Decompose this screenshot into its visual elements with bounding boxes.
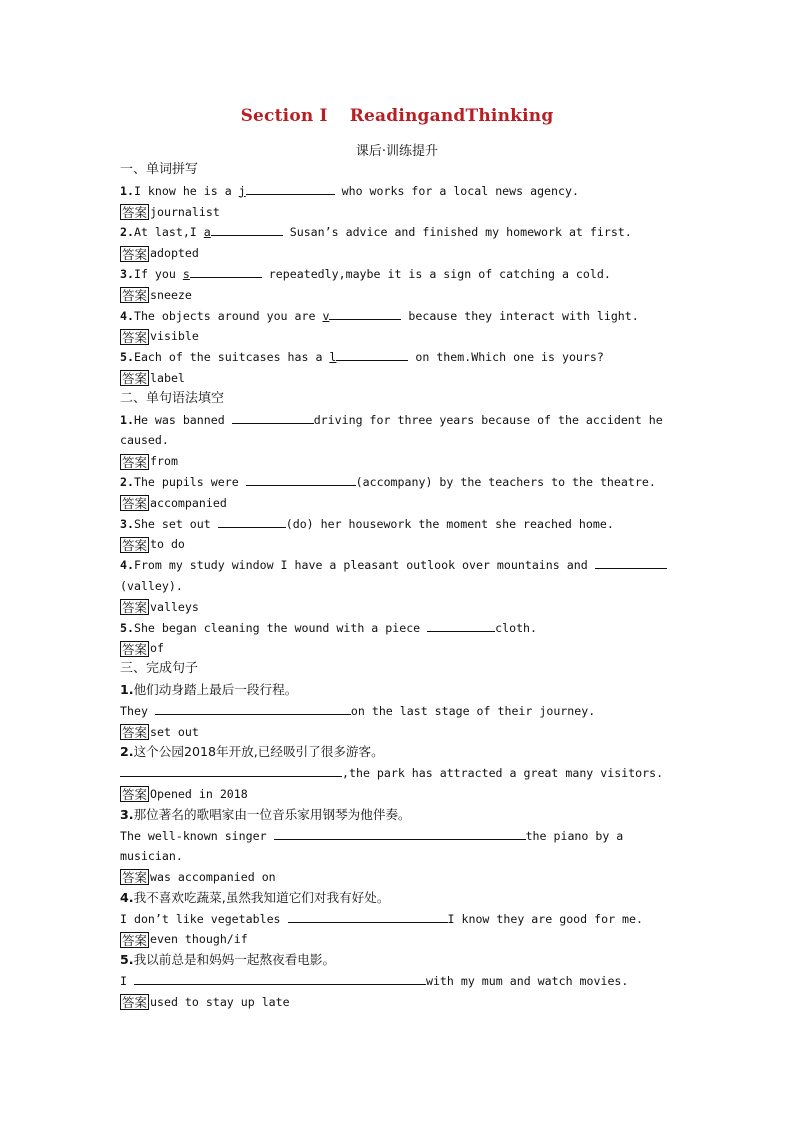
initial-letter: v xyxy=(322,308,330,323)
answer-text: accompanied xyxy=(150,495,227,510)
answer-blank xyxy=(427,619,495,632)
initial-letter: j xyxy=(238,183,246,198)
chinese-prompt: 5.我以前总是和妈妈一起熬夜看电影。 xyxy=(120,952,336,968)
initial-letter: s xyxy=(182,266,190,281)
answer-text: sneeze xyxy=(150,287,192,302)
answer-row xyxy=(120,784,680,805)
answer-blank xyxy=(232,411,314,424)
answer-label: 答案 xyxy=(122,454,148,470)
answer-blank xyxy=(595,556,667,569)
answer-label: 答案 xyxy=(122,204,148,220)
answer-label: 答案 xyxy=(122,932,148,948)
answer-blank xyxy=(134,972,426,985)
initial-letter: a xyxy=(203,225,211,240)
exercise-content xyxy=(120,160,680,1013)
answer-row xyxy=(120,597,680,618)
question: I with my mum and watch movies. xyxy=(120,974,629,989)
answer-row xyxy=(120,368,680,389)
answer-blank xyxy=(246,182,335,195)
answer-row xyxy=(120,285,680,306)
answer-blank xyxy=(336,348,408,361)
title-topic: ReadingandThinking xyxy=(349,106,554,126)
answer-label: 答案 xyxy=(122,870,148,886)
question: 3.She set out (do) her housework the moment she reached home. xyxy=(120,516,614,531)
answer-row xyxy=(120,243,680,264)
answer-text: used to stay up late xyxy=(150,994,290,1009)
question: 5.Each of the suitcases has a l on them.Which one is yours? xyxy=(120,350,604,365)
question: 1.He was banned driving for three years because of the accident he caused. xyxy=(120,412,663,448)
question: They on the last stage of their journey. xyxy=(120,703,596,718)
answer-blank xyxy=(274,827,526,840)
answer-row xyxy=(120,992,680,1013)
answer-blank xyxy=(329,307,401,320)
answer-text: journalist xyxy=(150,204,220,219)
answer-blank xyxy=(190,265,262,278)
answer-label: 答案 xyxy=(122,787,148,803)
title-section: Section Ⅰ xyxy=(240,106,328,126)
answer-label: 答案 xyxy=(122,995,148,1011)
chinese-prompt: 2.这个公园2018年开放,已经吸引了很多游客。 xyxy=(120,744,384,760)
answer-label: 答案 xyxy=(122,724,148,740)
answer-row xyxy=(120,326,680,347)
section-heading: 一、单词拼写 xyxy=(120,162,199,177)
answer-row xyxy=(120,451,680,472)
page-subtitle: 课后·训练提升 xyxy=(355,144,439,159)
answer-row xyxy=(120,867,680,888)
answer-text: label xyxy=(150,370,185,385)
section-heading: 三、完成句子 xyxy=(120,661,199,677)
answer-row xyxy=(120,722,680,743)
answer-text: valleys xyxy=(150,599,199,614)
answer-row xyxy=(120,638,680,659)
question: 4.The objects around you are v because they interact with light. xyxy=(120,308,639,323)
answer-row xyxy=(120,534,680,555)
answer-blank xyxy=(288,910,448,923)
answer-label: 答案 xyxy=(122,288,148,304)
answer-text: to do xyxy=(150,537,185,552)
question: 5.She began cleaning the wound with a piece cloth. xyxy=(120,620,538,635)
answer-blank xyxy=(246,473,356,486)
question: 2.At last,I a Susan’s advice and finished my homework at first. xyxy=(120,225,632,240)
answer-label: 答案 xyxy=(122,329,148,345)
chinese-prompt: 1.他们动身踏上最后一段行程。 xyxy=(120,681,298,697)
question: 2.The pupils were (accompany) by the teachers to the theatre. xyxy=(120,474,656,489)
answer-text: adopted xyxy=(150,246,199,261)
answer-blank xyxy=(218,515,286,528)
answer-text: of xyxy=(150,641,164,656)
answer-text: even though/if xyxy=(150,932,248,947)
answer-label: 答案 xyxy=(122,537,148,553)
chinese-prompt: 4.我不喜欢吃蔬菜,虽然我知道它们对我有好处。 xyxy=(120,889,390,905)
answer-text: from xyxy=(150,454,178,469)
answer-label: 答案 xyxy=(122,641,148,657)
question: I don’t like vegetables I know they are good for me. xyxy=(120,911,643,926)
answer-blank xyxy=(155,702,351,715)
answer-text: Opened in 2018 xyxy=(150,786,248,801)
answer-text: visible xyxy=(150,329,199,344)
page-title xyxy=(0,106,794,126)
answer-text: was accompanied on xyxy=(150,870,276,885)
answer-row xyxy=(120,202,680,223)
answer-label: 答案 xyxy=(122,600,148,616)
chinese-prompt: 3.那位著名的歌唱家由一位音乐家用钢琴为他伴奏。 xyxy=(120,806,411,822)
question: ,the park has attracted a great many visitors. xyxy=(120,763,680,784)
question: 1.I know he is a j who works for a local news agency. xyxy=(120,183,579,198)
initial-letter: l xyxy=(329,350,337,365)
section-heading: 二、单句语法填空 xyxy=(120,390,225,406)
question: 4.From my study window I have a pleasant outlook over mountains and (valley). xyxy=(120,555,680,597)
answer-label: 答案 xyxy=(122,371,148,387)
answer-label: 答案 xyxy=(122,246,148,262)
answer-label: 答案 xyxy=(122,496,148,512)
question: The well-known singer the piano by a musician. xyxy=(120,828,624,864)
answer-text: set out xyxy=(150,724,199,739)
answer-row xyxy=(120,493,680,514)
answer-row xyxy=(120,929,680,950)
question: 3.If you s repeatedly,maybe it is a sign of catching a cold. xyxy=(120,266,611,281)
answer-blank xyxy=(211,223,283,236)
answer-blank xyxy=(120,764,342,777)
